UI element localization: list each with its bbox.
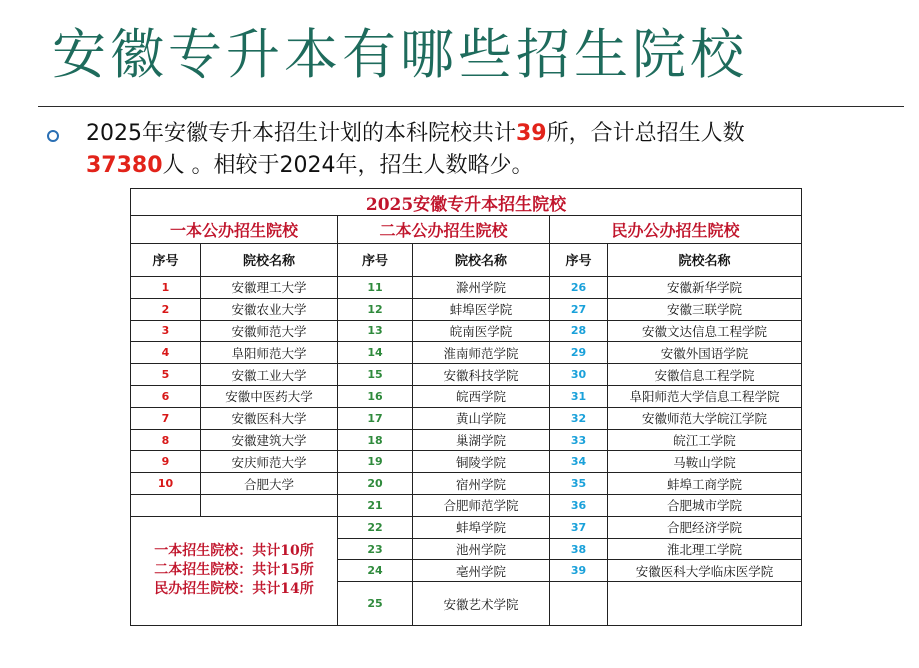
- school-number: 30: [550, 364, 608, 386]
- school-name: 铜陵学院: [413, 451, 550, 473]
- empty-cell: [608, 582, 802, 626]
- school-name: 皖江工学院: [608, 429, 802, 451]
- table-row: [131, 495, 802, 517]
- title-divider: [38, 106, 904, 107]
- table-row: [131, 276, 802, 298]
- school-number: 36: [550, 495, 608, 517]
- school-name: 安徽师范大学皖江学院: [608, 407, 802, 429]
- school-name: 蚌埠医学院: [413, 298, 550, 320]
- school-number: 13: [338, 320, 413, 342]
- intro-paragraph: [86, 118, 906, 182]
- school-name: 黄山学院: [413, 407, 550, 429]
- table-row: [131, 320, 802, 342]
- school-number: 37: [550, 516, 608, 538]
- summary-line: 民办招生院校：共计14所: [154, 581, 314, 598]
- school-number: 28: [550, 320, 608, 342]
- school-name: 安徽建筑大学: [201, 429, 338, 451]
- school-number: 20: [338, 473, 413, 495]
- school-number: 4: [131, 342, 201, 364]
- school-name: 安徽科技学院: [413, 364, 550, 386]
- school-name: 亳州学院: [413, 560, 550, 582]
- school-number: 6: [131, 385, 201, 407]
- school-number: 5: [131, 364, 201, 386]
- school-name: 安徽工业大学: [201, 364, 338, 386]
- column-header-number: 序号: [338, 243, 413, 276]
- school-number: 39: [550, 560, 608, 582]
- school-name: 安徽外国语学院: [608, 342, 802, 364]
- school-number: 7: [131, 407, 201, 429]
- column-header-name: 院校名称: [201, 243, 338, 276]
- schools-table: [130, 188, 802, 626]
- empty-cell: [131, 495, 201, 517]
- summary-line: 一本招生院校：共计10所: [154, 543, 314, 560]
- group-header-private: 民办公办招生院校: [550, 216, 802, 243]
- school-number: 1: [131, 276, 201, 298]
- school-name: 安徽医科大学临床医学院: [608, 560, 802, 582]
- school-name: 合肥城市学院: [608, 495, 802, 517]
- school-name: 安徽理工大学: [201, 276, 338, 298]
- school-name: 马鞍山学院: [608, 451, 802, 473]
- school-number: 3: [131, 320, 201, 342]
- group-header-tier1: 一本公办招生院校: [131, 216, 338, 243]
- school-number: 22: [338, 516, 413, 538]
- school-name: 淮南师范学院: [413, 342, 550, 364]
- table-row: [131, 407, 802, 429]
- group-header-tier2: 二本公办招生院校: [338, 216, 550, 243]
- school-name: 安徽师范大学: [201, 320, 338, 342]
- school-number: 24: [338, 560, 413, 582]
- table-row: [131, 473, 802, 495]
- summary-box: [131, 516, 338, 625]
- school-name: 安徽文达信息工程学院: [608, 320, 802, 342]
- school-number: 16: [338, 385, 413, 407]
- school-name: 蚌埠工商学院: [608, 473, 802, 495]
- school-number: 33: [550, 429, 608, 451]
- table-row: [131, 451, 802, 473]
- school-count: 39: [516, 121, 547, 146]
- school-number: 29: [550, 342, 608, 364]
- school-number: 10: [131, 473, 201, 495]
- column-header-number: 序号: [131, 243, 201, 276]
- school-number: 14: [338, 342, 413, 364]
- school-name: 安徽新华学院: [608, 276, 802, 298]
- school-number: 31: [550, 385, 608, 407]
- school-number: 23: [338, 538, 413, 560]
- school-number: 12: [338, 298, 413, 320]
- school-number: 27: [550, 298, 608, 320]
- summary-line: 二本招生院校：共计15所: [154, 562, 314, 579]
- school-number: 9: [131, 451, 201, 473]
- table-title: 2025安徽专升本招生院校: [131, 189, 802, 216]
- table-row: [131, 516, 802, 538]
- school-name: 合肥经济学院: [608, 516, 802, 538]
- school-name: 安徽农业大学: [201, 298, 338, 320]
- school-number: 35: [550, 473, 608, 495]
- student-count: 37380: [86, 153, 163, 178]
- slide-title: 安徽专升本有哪些招生院校: [52, 23, 748, 86]
- school-name: 皖南医学院: [413, 320, 550, 342]
- column-header-name: 院校名称: [413, 243, 550, 276]
- school-number: 19: [338, 451, 413, 473]
- table-row: [131, 364, 802, 386]
- school-name: 滁州学院: [413, 276, 550, 298]
- table-row: [131, 298, 802, 320]
- school-name: 阜阳师范大学: [201, 342, 338, 364]
- school-name: 安徽三联学院: [608, 298, 802, 320]
- school-name: 宿州学院: [413, 473, 550, 495]
- school-number: 34: [550, 451, 608, 473]
- school-name: 合肥大学: [201, 473, 338, 495]
- school-number: 17: [338, 407, 413, 429]
- school-name: 巢湖学院: [413, 429, 550, 451]
- school-name: 安徽信息工程学院: [608, 364, 802, 386]
- school-number: 38: [550, 538, 608, 560]
- column-header-number: 序号: [550, 243, 608, 276]
- school-name: 池州学院: [413, 538, 550, 560]
- school-number: 32: [550, 407, 608, 429]
- school-name: 安徽艺术学院: [413, 582, 550, 626]
- school-number: 25: [338, 582, 413, 626]
- school-number: 18: [338, 429, 413, 451]
- empty-cell: [550, 582, 608, 626]
- school-number: 8: [131, 429, 201, 451]
- school-number: 26: [550, 276, 608, 298]
- bullet-circle-icon: [47, 130, 59, 142]
- table-row: [131, 385, 802, 407]
- school-name: 安徽中医药大学: [201, 385, 338, 407]
- intro-text-2: 所，合计总招生人数: [546, 121, 745, 146]
- intro-text-1: 2025年安徽专升本招生计划的本科院校共计: [86, 121, 516, 146]
- school-number: 21: [338, 495, 413, 517]
- table-row: [131, 342, 802, 364]
- school-number: 15: [338, 364, 413, 386]
- intro-text-3: 人 。相较于2024年，招生人数略少。: [162, 153, 534, 178]
- column-header-name: 院校名称: [608, 243, 802, 276]
- school-number: 2: [131, 298, 201, 320]
- school-name: 阜阳师范大学信息工程学院: [608, 385, 802, 407]
- table-row: [131, 429, 802, 451]
- school-name: 蚌埠学院: [413, 516, 550, 538]
- school-name: 皖西学院: [413, 385, 550, 407]
- school-number: 11: [338, 276, 413, 298]
- school-name: 安庆师范大学: [201, 451, 338, 473]
- empty-cell: [201, 495, 338, 517]
- school-name: 淮北理工学院: [608, 538, 802, 560]
- school-name: 安徽医科大学: [201, 407, 338, 429]
- school-name: 合肥师范学院: [413, 495, 550, 517]
